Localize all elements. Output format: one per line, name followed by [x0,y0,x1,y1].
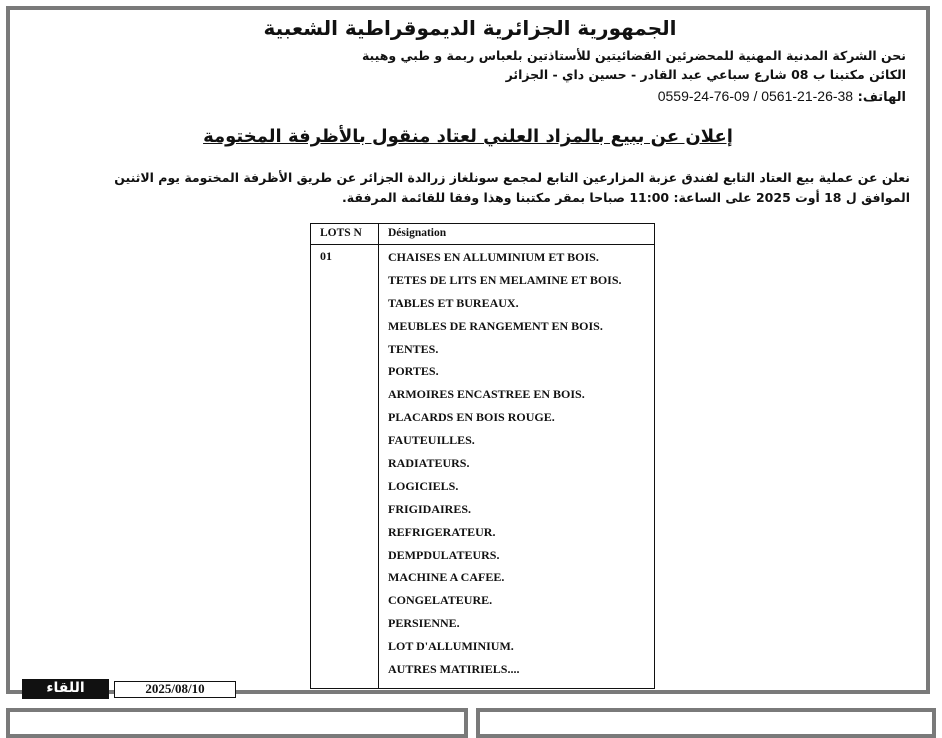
publication-date: 2025/08/10 [114,681,236,698]
phone-numbers: 0559-24-76-09 / 0561-21-26-38 [657,88,854,104]
item-row: MEUBLES DE RANGEMENT EN BOIS. [388,318,603,333]
item-row: FAUTEUILLES. [388,433,475,448]
item-row: REFRIGERATEUR. [388,524,496,539]
lot-number: 01 [320,249,332,263]
announcement-title: إعلان عن ببيع بالمزاد العلني لعتاد منقول بالأظرفة المختومة [203,126,733,147]
republic-title: الجمهورية الجزائرية الديموقراطية الشعبية [263,16,677,40]
company-line: نحن الشركة المدنية المهنية للمحضرئين القضائيتين للأستاذتين بلعباس ربمة و طبي وهيبة [361,48,906,63]
phone-label: الهاتف: [857,90,906,105]
item-row: PERSIENNE. [388,616,460,631]
lots-table [310,223,655,689]
item-row: LOGICIELS. [388,478,459,493]
paragraph-line-1: نعلن عن عملية بيع العتاد التابع لفندق عزبة المزارعين التابع لمجمع سونلغاز زرالدة الجزائر عن طريق الأظرفة المختومة يوم الاثنين [114,170,910,185]
item-row: PLACARDS EN BOIS ROUGE. [388,410,555,425]
paragraph-line-2: الموافق ل 18 أوت 2025 على الساعة: 11:00 صباحا بمقر مكتبنا وهذا وفقا للقائمة المرفقة. [342,190,910,205]
header-designation: Désignation [388,227,447,239]
item-row: LOT D'ALLUMINIUM. [388,639,514,654]
phone-line [658,88,906,105]
item-row: DEMPDULATEURS. [388,547,500,562]
notice-frame [6,6,930,694]
item-row: ARMOIRES ENCASTREE EN BOIS. [388,387,585,402]
item-row: CHAISES EN ALLUMINIUM ET BOIS. [388,250,599,264]
item-row: TABLES ET BUREAUX. [388,295,519,310]
publication-name: اللقاء [22,679,109,699]
item-row: TENTES. [388,341,439,356]
item-row: RADIATEURS. [388,456,470,471]
item-row: AUTRES MATIRIELS.... [388,662,520,677]
address-line: الكائن مكتبنا ب 08 شارع سباعي عبد القادر - حسين داي - الجزائر [505,67,906,82]
item-row: TETES DE LITS EN MELAMINE ET BOIS. [388,272,622,287]
items-list [388,250,622,685]
next-notice-right [476,708,936,738]
header-separator [311,244,654,245]
column-separator [378,224,379,688]
header-lots: LOTS N [320,227,362,239]
next-notice-left [6,708,468,738]
item-row: FRIGIDAIRES. [388,501,472,516]
item-row: PORTES. [388,364,439,379]
announcement-paragraph [26,168,910,208]
item-row: CONGELATEURE. [388,593,493,608]
item-row: MACHINE A CAFEE. [388,570,505,585]
